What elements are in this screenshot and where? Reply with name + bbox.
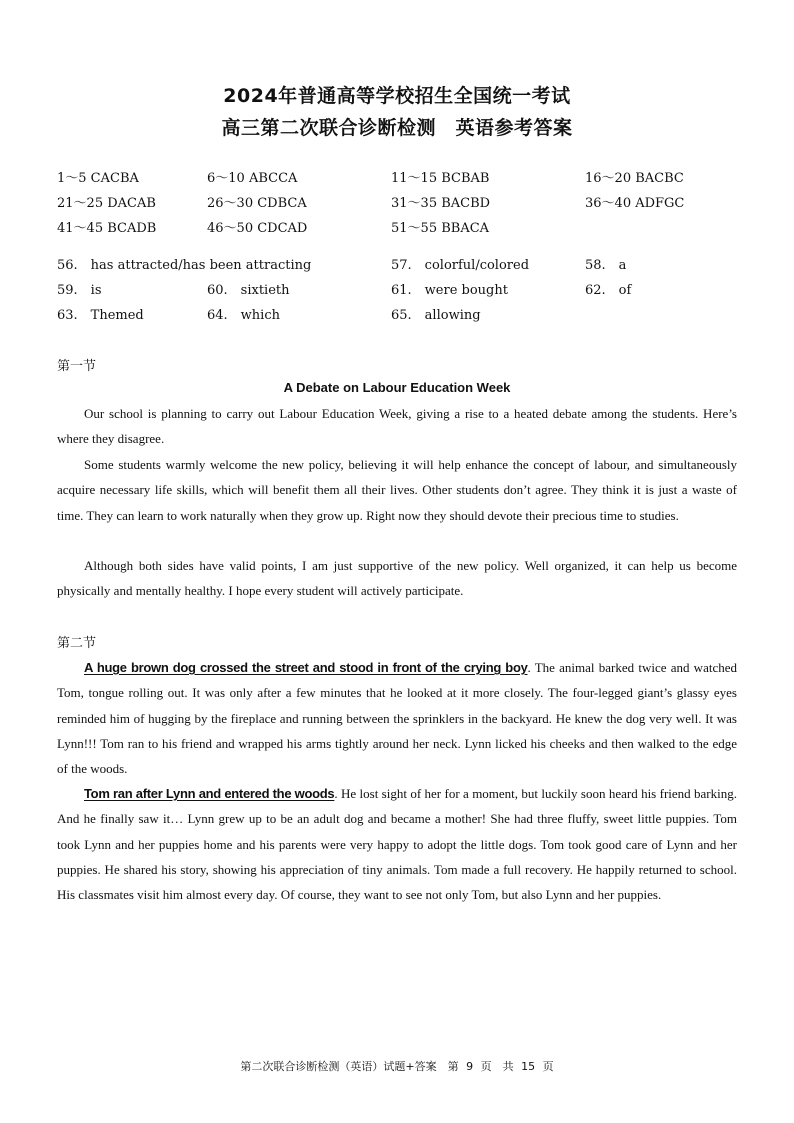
section2-paragraph-2: [57, 781, 737, 907]
section2-paragraph-1: [57, 655, 737, 781]
answer-1-5: 1～5 CACBA: [57, 171, 139, 186]
section1-heading: 第一节: [57, 359, 97, 374]
paragraph-text: . The animal barked twice and watched Tom, tongue rolling out. It was only after a few minutes that he looked at it more closely. The four-legged giant’s glassy eyes reminded him of hugging by the fireplace and running between the sprinklers in the backyard. He knew the dog very well. It was Lynn!!! Tom ran to his friend and wrapped his arms tightly around her neck. Lynn licked his cheeks and then walked to the edge of the woods.: [57, 660, 737, 777]
given-sentence-1: A huge brown dog crossed the street and stood in front of the crying boy: [84, 660, 528, 675]
section1-paragraph-2: [57, 452, 737, 528]
essay-title: A Debate on Labour Education Week: [283, 380, 511, 395]
paragraph-text: Some students warmly welcome the new policy, believing it will help enhance the concept of labour, and simultaneously acquire necessary life skills, which will benefit them all their lives. Other students don’t agree. They think it is just a waste of time. They can learn to work naturally when they grow up. Right now they should devote their precious time to studies.: [57, 457, 737, 523]
given-sentence-2: Tom ran after Lynn and entered the woods: [84, 786, 335, 801]
answer-62: 62. of: [585, 283, 632, 298]
paragraph-text: Although both sides have valid points, I am just supportive of the new policy. Well organized, it can help us become physically and mentally healthy. I hope every student will actively participate.: [57, 558, 737, 599]
section2-heading: 第二节: [57, 636, 97, 651]
answer-11-15: 11～15 BCBAB: [391, 171, 490, 186]
answer-31-35: 31～35 BACBD: [391, 196, 491, 211]
section1-paragraph-3: [57, 553, 737, 604]
exam-title: 2024年普通高等学校招生全国统一考试: [223, 85, 571, 107]
answer-51-55: 51～55 BBACA: [391, 221, 490, 236]
answer-6-10: 6～10 ABCCA: [207, 171, 298, 186]
page-footer: 第二次联合诊断检测（英语）试题+答案 第 9 页 共 15 页: [240, 1060, 554, 1073]
exam-subtitle: 高三第二次联合诊断检测 英语参考答案: [221, 117, 573, 139]
answer-36-40: 36～40 ADFGC: [585, 196, 685, 211]
answer-65: 65. allowing: [391, 308, 481, 323]
paragraph-text: . He lost sight of her for a moment, but luckily soon heard his friend barking. And he finally saw it… Lynn grew up to be an adult dog and became a mother! She had three fluffy, sweet little puppies. Tom took Lynn and her puppies home and his parents were very happy to adopt the little dogs. Tom took good care of Lynn and her puppies. He shared his story, showing his appreciation of tiny animals. Tom made a full recovery. He happily returned to school. His classmates visit him almost every day. Of course, they want to see not only Tom, but also Lynn and her puppies.: [57, 786, 737, 903]
answer-46-50: 46～50 CDCAD: [207, 221, 308, 236]
answer-56: 56. has attracted/has been attracting: [57, 258, 312, 273]
section1-paragraph-1: [57, 401, 737, 452]
answer-26-30: 26～30 CDBCA: [207, 196, 307, 211]
answer-63: 63. Themed: [57, 308, 144, 323]
answer-21-25: 21～25 DACAB: [57, 196, 156, 211]
answer-64: 64. which: [207, 308, 280, 323]
answer-59: 59. is: [57, 283, 102, 298]
paragraph-text: Our school is planning to carry out Labour Education Week, giving a rise to a heated debate among the students. Here’s where they disagree.: [57, 406, 737, 447]
answer-61: 61. were bought: [391, 283, 508, 298]
answer-41-45: 41～45 BCADB: [57, 221, 157, 236]
answer-16-20: 16～20 BACBC: [585, 171, 684, 186]
answer-60: 60. sixtieth: [207, 283, 290, 298]
answer-58: 58. a: [585, 258, 627, 273]
answer-57: 57. colorful/colored: [391, 258, 530, 273]
